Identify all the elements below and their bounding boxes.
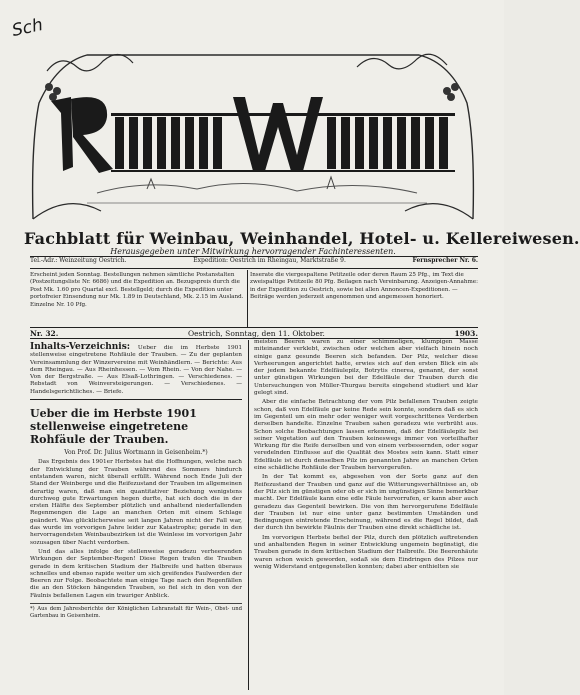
place-date: Oestrich, Sonntag, den 11. Oktober. (187, 329, 325, 338)
box-divider (247, 270, 248, 327)
article-paragraph: Und das alles infolge der stellenweise geradezu verheerenden Wirkungen der September-Regen! Diese Regen trafen die Trauben gerade in dem kritischen Stadium der Halbreife und hatten überaus schnelles und ebenso rapide weiter um sich greifendes Faulwerden der Beeren zur Folge. Beobachtete man einige Tage nach den Regenfällen die an den Stöcken hängenden Trauben, so fiel sich in den von der Fäulnis befallenen Lagen ein trauriger Anblick. (30, 548, 242, 599)
article-byline: Von Prof. Dr. Julius Wortmann in Geisenheim.*) (64, 449, 208, 457)
toc-title: Inhalts-Verzeichnis: (30, 342, 131, 352)
info-line (30, 257, 478, 264)
column-divider (248, 340, 249, 690)
footnote: *) Aus dem Jahresberichte der Königlichen Lehranstalt für Wein-, Obst- und Gartenbau in Geisenheim. (30, 603, 242, 619)
subscription-info: Erscheint jeden Sonntag. Bestellungen nehmen sämtliche Postanstalten (Postzeitungsliste Nr. 6686) und die Expedition an. Bezugspreis durch die Post Mk. 1.60 pro Quartal excl. Bestellgeld; durch die Expedition unter portofreier Einsendung nur Mk. 1.89 in Deutschland, Mk. 2.15 im Ausland. Einzelne Nr. 10 Pfg. (30, 272, 244, 308)
expedition-address: Expedition: Oestrich im Rheingau, Marktstraße 9. (193, 257, 346, 264)
tagline: Fachblatt für Weinbau, Weinhandel, Hotel- u. Kellereiwesen. (24, 229, 580, 248)
telegram-address: Tel.-Adr.: Weinzeitung Oestrich. (30, 257, 127, 264)
article-paragraph: Das Ergebnis des 1901er Herbstes hat die Hoffnungen, welche nach der Entwicklung der Trauben während des Sommers hindurch entstanden waren, nicht überall erfüllt. Während noch Ende Juli der Stand der Weinberge und die Reifezustand der Trauben im allgemeinen derartig waren, daß man ein quantitativer Beziehung wenigstens durchweg gute Erwartungen hegen durfte, hat sich doch die in der ersten Hälfte des September plötzlich und anhaltend niederfallenden Regenmengen die Lage an manchen Orten mit einem Schlage geändert. Was glücklicherweise seit langen Jahren nicht der Fall war, das wurde im vorvorigen Jahre leider zur Katastrophe; gerade in den hervorragendsten Weinbaubezirken ist die Weinlese im vorvorigen Jahr sozusagen über Nacht verdorben. (30, 459, 242, 546)
toc-text: Ueber die im Herbste 1901 stellenweise eingetretene Rohfäule der Trauben. — Zu der geplanten Vereinsammlung der Winzervereine mit Weinhändlern. — Berichte: Aus dem Rheingau. — Aus Rheinhessen. — Vom Rhein. — Von der Nahe. — Von der Bergstraße. — Aus Elsaß-Lothringen. — Verschiedenes. — Rebstadt von Weinversteigerungen. — Verschiedenes. — Handelsgerichtliches. — Briefe. (30, 345, 243, 395)
table-of-contents (30, 344, 242, 396)
phone-number: Fernsprecher Nr. 6. (412, 257, 478, 264)
article-paragraph: In der Tat kommt es, abgesehen von der Sorte ganz auf den Reifezustand der Trauben und ganz auf die Witterungsverhältnisse an, ob der Pilz sich im günstigen oder ob er sich im ungünstigen Sinne bemerkbar macht. Der Edelfäule kann eine edle Fäule hervorrufen, er kann aber auch geradezu das Gegenteil bewirken. Die von ihm hervorgerufene Edelfäule der Trauben ist nur eine unter ganz bestimmten Umständen und Bedingungen eintretende Erscheinung, während es die Regel bildet, daß der durch ihn bewirkte Fäulnis der Trauben eine direkt schädliche ist. (254, 474, 478, 532)
article-headline: Ueber die im Herbste 1901 stellenweise eingetretene Rohfäule der Trauben. (30, 407, 197, 447)
handwritten-note: Sch (10, 15, 45, 41)
advertising-info: Inserate die viergespaltene Petitzeile oder deren Raum 25 Pfg., im Text die zweispaltige Petitzeile 80 Pfg. Beilagen nach Vereinbarung. Anzeigen-Annahme: in der Expedition zu Oestrich, sowie bei allen Annoncen-Expeditionen. — Beiträge werden jederzeit angenommen und angemessen honoriert. (250, 272, 478, 301)
subline: Herausgegeben unter Mitwirkung hervorragender Fachinteressenten. (110, 247, 396, 256)
masthead-logo (27, 43, 479, 225)
article-paragraph: Im vorvorigen Herbste befiel der Pilz, durch den plötzlich auftretenden und anhaltenden Regen in seiner Entwicklung ungemein begünstigt, die Trauben gerade in dem kritischen Stadium der Halbreife. Die Beerenhäute waren schon weich geworden, sodaß sie dem Eindringen des Pilzes nur wenig Widerstand entgegenstellen konnten; dabei aber enthielten sie (254, 534, 478, 570)
article-paragraph: meisten Beeren waren zu einer schimmeligen, klumpigen Masse miteinander verklebt, zwischen oder welchen aber vielfach hinein noch einige ganz gesunde Beeren sich befanden. Der Pilz, welcher diese Verheerungen angerichtet hatte, erwies sich auf den ersten Blick ein als der jedem bekannte Edelfäulepilz, Botrytis cinerea, genannt, der sonst unter günstigen Wirkungen bei der Edelfäule der Trauben durch die Untersuchungen von Müller-Thurgau bereits eingehend studiert und klar gelegt sind. (254, 339, 478, 397)
issue-number: Nr. 32. (30, 329, 59, 338)
separator (30, 399, 242, 400)
dateline (30, 329, 478, 338)
issue-year: 1903. (454, 329, 478, 338)
article-paragraph: Aber die einfache Betrachtung der vom Pilz befallenen Trauben zeigte schon, daß von Edelfäule gar keine Rede sein konnte, sondern daß es sich im Gegenteil um ein mehr oder weniger weit vorgeschrittenes Verderben derselben handelte. Einzelne Trauben sahen geradezu wie verbrüht aus. Schon solche Beobachtungen lassen erkennen, daß der Edelfäulepilz bei seiner Vegetation auf den Trauben keineswegs immer von vorteilhafter Wirkung für die Reife derselben und von einem verbessernden, oder sogar veredelnden Einflusse auf die Qualität des Mostes sein kann. Statt einer Edelfäule ist durch denselben Pilz im genannten Jahre an manchen Orten eine schädliche Rohfäule der Trauben hervorgerufen. (254, 399, 478, 472)
rule-date-top (30, 327, 478, 328)
right-column (254, 339, 478, 687)
rule-info (30, 268, 478, 269)
left-column (30, 344, 242, 684)
